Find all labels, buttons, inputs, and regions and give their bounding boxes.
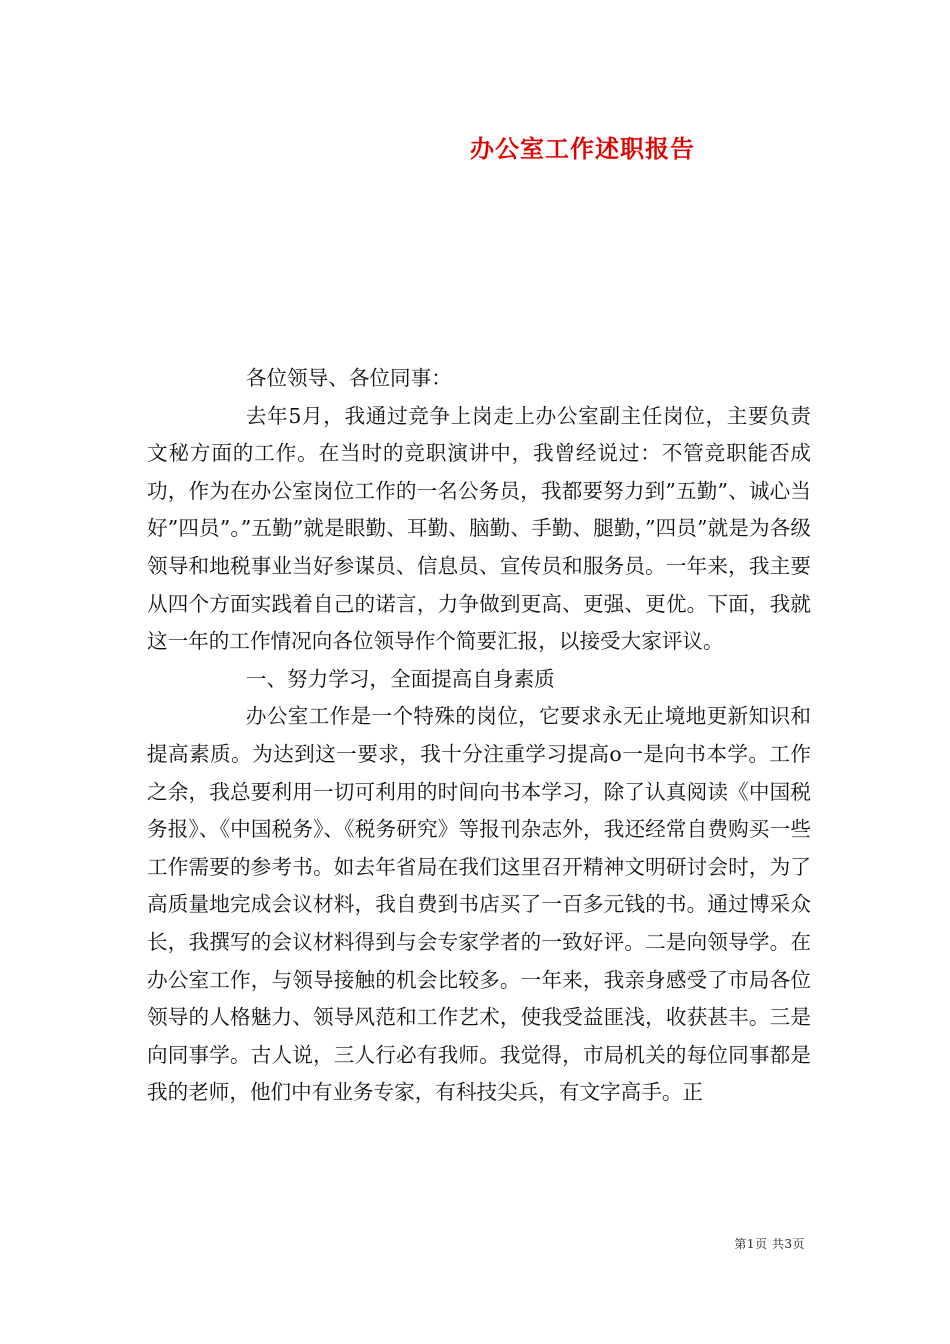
paragraph-study: 办公室工作是一个特殊的岗位，它要求永无止境地更新知识和提高素质。为达到这一要求，我十分注重学习提高ο一是向书本学。工作之余，我总要利用一切可利用的时间向书本学习，除了认真阅读《中国税务报》、《中国税务》、《税务研究》等报刊杂志外，我还经常自费购买一些工作需要的参考书。如去年省局在我们这里召开精神文明研讨会时，为了高质量地完成会议材料，我自费到书店买了一百多元钱的书。通过博采众长，我撰写的会议材料得到与会专家学者的一致好评。二是向领导学。在办公室工作，与领导接触的机会比较多。一年来，我亲身感受了市局各位领导的人格魅力、领导风范和工作艺术，使我受益匪浅，收获甚丰。三是向同事学。古人说，三人行必有我师。我觉得，市局机关的每位同事都是我的老师，他们中有业务专家，有科技尖兵，有文字高手。正	[147, 704, 811, 1105]
salutation: 各位领导、各位同事：	[245, 366, 452, 390]
section-heading-1: 一、努力学习，全面提高自身素质	[245, 666, 555, 691]
page-number: 第1页 共3页	[734, 1237, 805, 1251]
document-title: 办公室工作述职报告	[470, 134, 695, 163]
document-body	[147, 360, 811, 1112]
paragraph-intro: 去年5月，我通过竞争上岗走上办公室副主任岗位，主要负责文秘方面的工作。在当时的竞职演讲中，我曾经说过：不管竞职能否成功，作为在办公室岗位工作的一名公务员，我都要努力到”五勤”、诚心当好”四员”。”五勤”就是眼勤、耳勤、脑勤、手勤、腿勤，”四员”就是为各级领导和地税事业当好参谋员、信息员、宣传员和服务员。一年来，我主要从四个方面实践着自己的诺言，力争做到更高、更强、更优。下面，我就这一年的工作情况向各位领导作个简要汇报，以接受大家评议。	[147, 403, 811, 654]
